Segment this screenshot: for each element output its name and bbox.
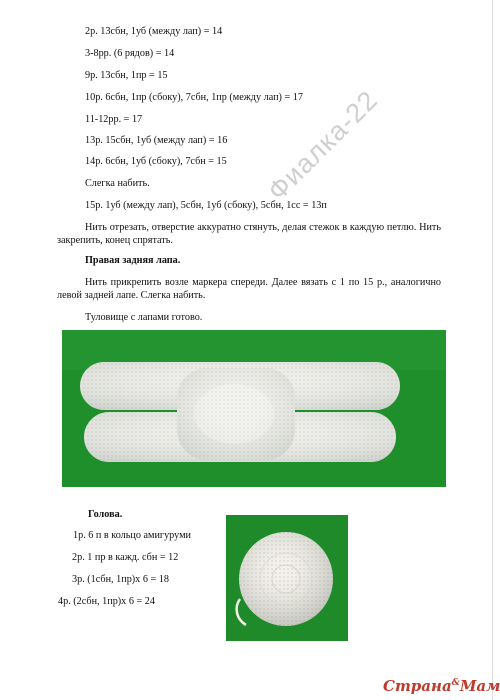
head-photo [226,515,348,641]
head-row-3: 3р. (1сбн, 1пр)х 6 = 18 [72,574,169,585]
stuff-note: Слегка набить. [85,178,150,189]
row-3-8: 3-8рр. (6 рядов) = 14 [85,48,175,59]
row-9: 9р. 13сбн, 1пр = 15 [85,70,168,81]
row-2: 2р. 13сбн, 1уб (между лап) = 14 [85,26,223,37]
attach-paragraph: Нить прикрепить возле маркера спереди. Далее вязать с 1 по 15 р., аналогично левой задней лапе. Слегка набить. [57,277,441,301]
section-title: Правая задняя лапа. [85,255,181,266]
logo-sup: & [451,678,460,688]
head-row-4: 4р. (2сбн, 1пр)х 6 = 24 [58,596,155,607]
head-row-2: 2р. 1 пр в кажд. сбн = 12 [72,552,179,563]
row-15: 15р. 1уб (между лап), 5сбн, 1уб (сбоку), 5сбн, 1сс = 13п [85,200,327,211]
watermark: Фиалка-22 [262,84,384,207]
torso-photo [62,330,446,487]
torso-photo-graphic [62,330,446,487]
row-11-12: 11-12рр. = 17 [85,114,143,125]
row-13: 13р. 15сбн, 1уб (между лап) = 16 [85,135,228,146]
head-title: Голова. [88,509,123,520]
logo-left: Страна [383,677,452,695]
logo-right: Мам [459,677,500,695]
torso-done: Туловище с лапами готово. [85,312,203,323]
finish-paragraph: Нить отрезать, отверстие аккуратно стянуть, делая стежок в каждую петлю. Нить закрепить, конец спрятать. [57,222,441,246]
head-row-1: 1р. 6 п в кольцо амигуруми [73,530,192,541]
head-photo-graphic [226,515,348,641]
row-10: 10р. 6сбн, 1пр (сбоку), 7сбн, 1пр (между лап) = 17 [85,92,303,103]
site-logo [383,677,500,695]
row-14: 14р. 6сбн, 1уб (сбоку), 7сбн = 15 [85,156,227,167]
